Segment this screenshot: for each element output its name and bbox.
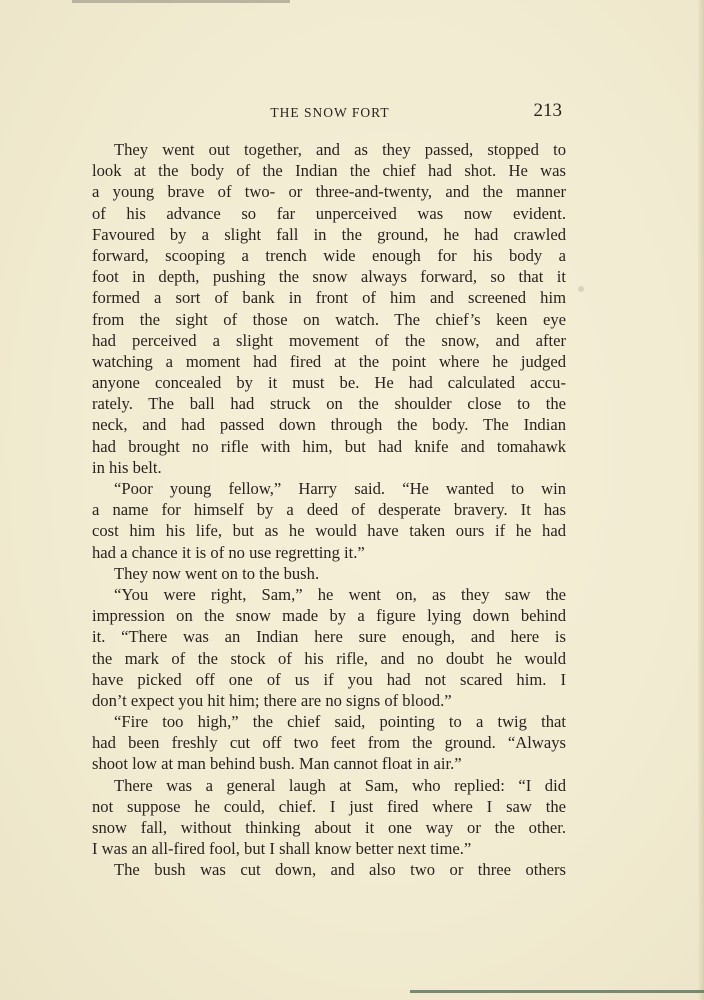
- text-line: “You were right, Sam,” he went on, as they saw the: [114, 584, 566, 604]
- text-line: shoot low at man behind bush. Man cannot float in air.”: [92, 754, 462, 774]
- text-line: anyone concealed by it must be. He had calculated accu-: [92, 373, 566, 393]
- text-line: don’t expect you hit him; there are no signs of blood.”: [92, 690, 452, 710]
- text-line: had been freshly cut off two feet from the ground. “Always: [92, 733, 566, 753]
- page-edge-shadow: [698, 0, 704, 1000]
- paper-smudge: [578, 286, 584, 292]
- page-number: 213: [533, 100, 562, 121]
- text-line: of his advance so far unperceived was now evident.: [92, 203, 566, 223]
- bottom-edge-rule: [410, 990, 704, 993]
- text-line: watching a moment had fired at the point where he judged: [92, 351, 566, 371]
- text-line: the mark of the stock of his rifle, and no doubt he would: [92, 648, 566, 668]
- text-line: it. “There was an Indian here sure enough, and here is: [92, 627, 566, 647]
- text-line: “Fire too high,” the chief said, pointing to a twig that: [114, 712, 566, 732]
- text-line: impression on the snow made by a figure lying down behind: [92, 606, 566, 626]
- text-line: forward, scooping a trench wide enough for his body a: [92, 245, 566, 265]
- text-line: cost him his life, but as he would have taken ours if he had: [92, 521, 566, 541]
- text-line: foot in depth, pushing the snow always forward, so that it: [92, 267, 566, 287]
- text-line: Favoured by a slight fall in the ground, he had crawled: [92, 224, 566, 244]
- text-line: a young brave of two- or three-and-twenty, and the manner: [92, 182, 566, 202]
- page-header: [92, 100, 568, 124]
- top-edge-rule: [72, 0, 290, 3]
- text-line: There was a general laugh at Sam, who replied: “I did: [114, 775, 566, 795]
- text-line: I was an all-fired fool, but I shall know better next time.”: [92, 839, 472, 859]
- text-line: rately. The ball had struck on the shoulder close to the: [92, 394, 566, 414]
- text-line: had perceived a slight movement of the snow, and after: [92, 330, 566, 350]
- text-line: a name for himself by a deed of desperate bravery. It has: [92, 500, 566, 520]
- text-line: not suppose he could, chief. I just fired where I saw the: [92, 796, 566, 816]
- running-head: THE SNOW FORT: [270, 105, 390, 120]
- body-text: [92, 139, 566, 881]
- text-line: in his belt.: [92, 457, 162, 477]
- text-line: neck, and had passed down through the body. The Indian: [92, 415, 566, 435]
- text-line: had a chance it is of no use regretting it.”: [92, 542, 365, 562]
- text-line: They now went on to the bush.: [114, 563, 320, 583]
- text-line: “Poor young fellow,” Harry said. “He wanted to win: [114, 479, 566, 498]
- text-line: snow fall, without thinking about it one way or the other.: [92, 818, 566, 837]
- text-line: formed a sort of bank in front of him and screened him: [92, 288, 566, 308]
- text-line: look at the body of the Indian the chief had shot. He was: [92, 161, 566, 181]
- text-line: had brought no rifle with him, but had knife and tomahawk: [92, 436, 566, 456]
- text-line: The bush was cut down, and also two or three others: [114, 860, 566, 880]
- text-line: have picked off one of us if you had not scared him. I: [92, 669, 566, 689]
- text-line: They went out together, and as they passed, stopped to: [114, 140, 566, 159]
- text-line: from the sight of those on watch. The chief’s keen eye: [92, 309, 566, 329]
